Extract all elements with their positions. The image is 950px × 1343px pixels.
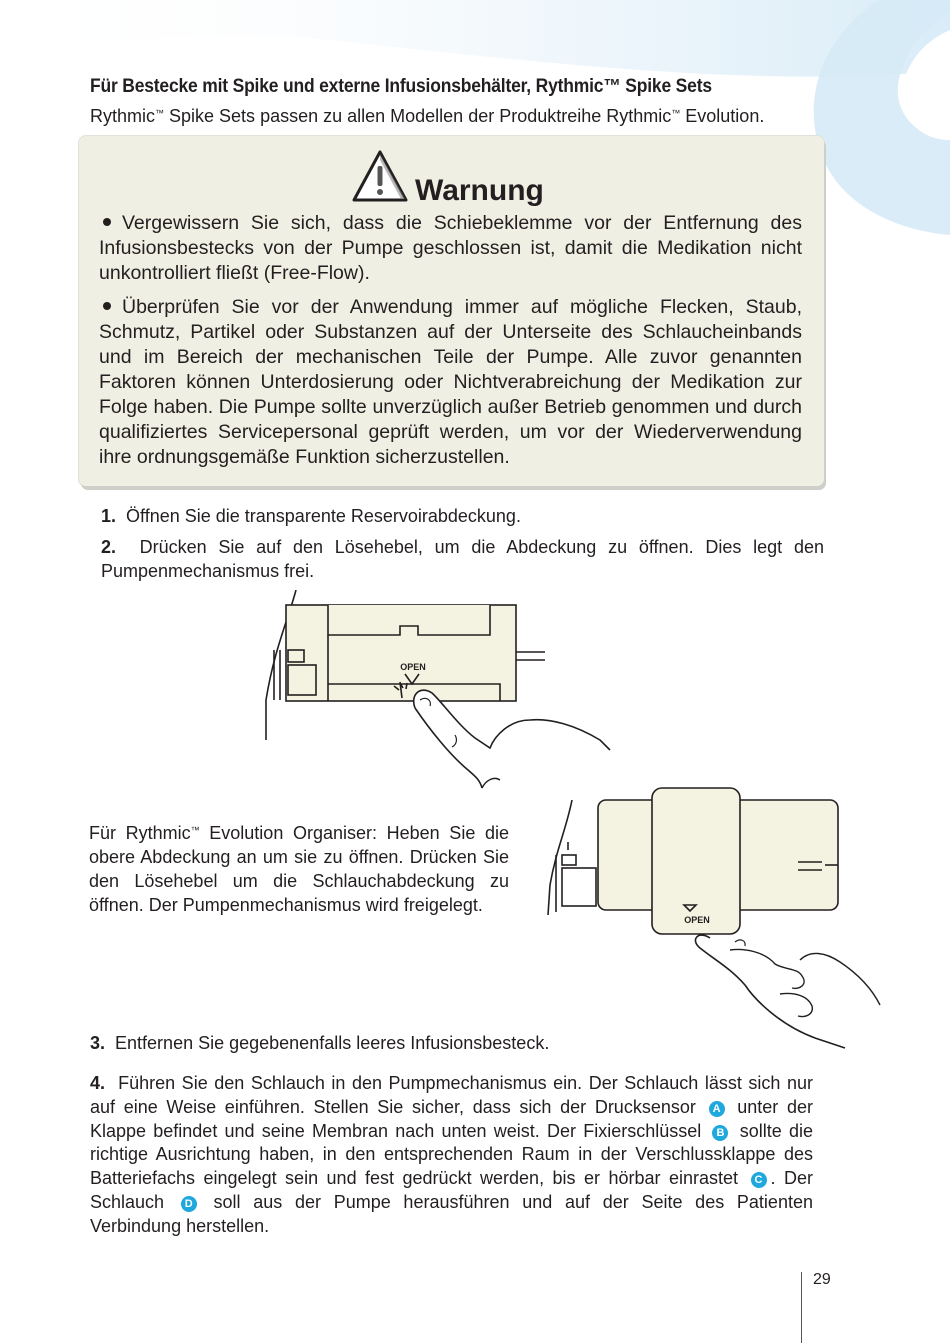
step-4: 4. Führen Sie den Schlauch in den Pumpmechanismus ein. Der Schlauch lässt sich nur auf eine Weise einführen. Stellen Sie sicher, dass sich der Drucksensor A unter der Klappe befindet und seine Membran nach unten weist. Der Fixierschlüssel B sollte die richtige Ausrichtung haben, in den entsprechenden Raum in der Verschlussklappe des Batteriefachs eingelegt sein und fest gedrückt werden, bis er hörbar einrastet C . Der Schlauch D soll aus der Pumpe herausführen und auf der Seite des Patienten Verbindung herstellen. [90, 1073, 813, 1236]
step-2: 2. Drücken Sie auf den Lösehebel, um die Abdeckung zu öffnen. Dies legt den Pumpenmechanismus frei. [101, 537, 824, 581]
marker-b-icon: B [712, 1125, 728, 1141]
warning-list [99, 211, 802, 479]
warning-title-text: Warnung [415, 174, 544, 207]
marker-d-icon: D [181, 1196, 197, 1212]
organiser-instructions: Für Rythmic™ Evolution Organiser: Heben Sie die obere Abdeckung an um sie zu öffnen. Drücken Sie den Lösehebel um die Schlauchabdeckung zu öffnen. Der Pumpenmechanismus wird freigelegt. [89, 823, 509, 915]
section-heading: Für Bestecke mit Spike und externe Infusionsbehälter, Rythmic™ Spike Sets [90, 76, 712, 97]
marker-c-icon: C [751, 1172, 767, 1188]
marker-a-icon: A [709, 1101, 725, 1117]
bullet-icon [103, 302, 111, 310]
warning-triangle-icon [351, 149, 409, 203]
open-label: OPEN [400, 662, 426, 672]
open-label: OPEN [684, 915, 710, 925]
bullet-icon [103, 218, 111, 226]
step-3: 3. Entfernen Sie gegebenenfalls leeres Infusionsbesteck. [90, 1033, 550, 1053]
compatibility-note: Rythmic™ Spike Sets passen zu allen Modellen der Produktreihe Rythmic™ Evolution. [90, 106, 765, 126]
warning-box [79, 136, 824, 486]
warning-item: Überprüfen Sie vor der Anwendung immer auf mögliche Flecken, Staub, Schmutz, Partikel oder Substanzen auf der Unterseite des Schlaucheinbands und im Bereich der mechanischen Teile der Pumpe. Alle zuvor genannten Faktoren können Unterdosierung oder Nichtverabreichung der Medikation zur Folge haben. Die Pumpe sollte unverzüglich außer Betrieb genommen und durch qualifiziertes Servicepersonal geprüft werden, um vor der Wiederverwendung ihre ordnungsgemäße Funktion sicherzustellen. [99, 296, 802, 468]
page-number-divider [801, 1272, 802, 1343]
warning-item: Vergewissern Sie sich, dass die Schiebeklemme vor der Entfernung des Infusionsbestecks von der Pumpe geschlossen ist, damit die Medikation nicht unkontrolliert fließt (Free-Flow). [99, 212, 802, 284]
pump-open-illustration [260, 590, 620, 800]
page-number: 29 [813, 1271, 831, 1288]
step-1: 1. Öffnen Sie die transparente Reservoirabdeckung. [101, 506, 521, 526]
